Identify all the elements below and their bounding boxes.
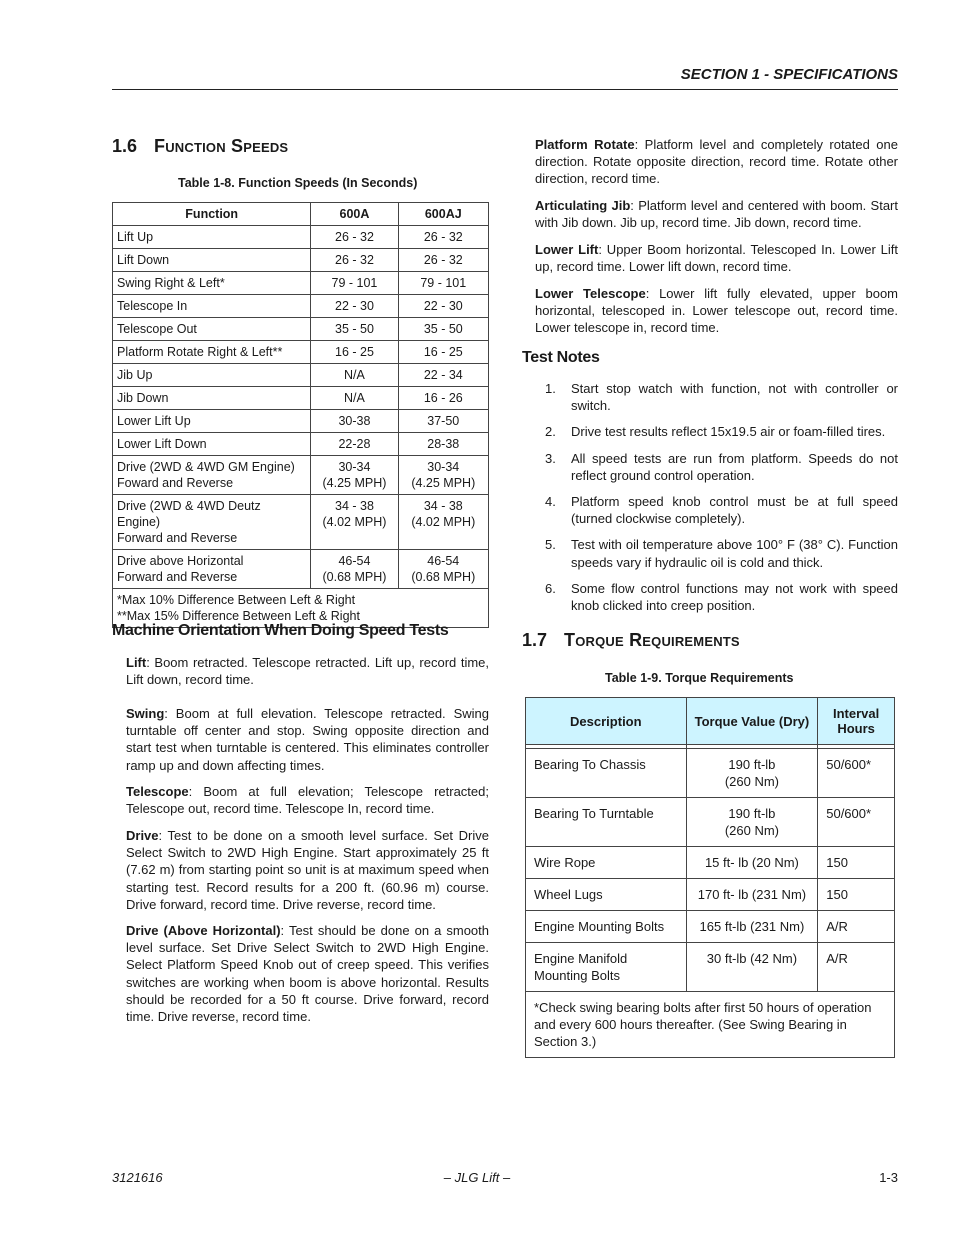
- footer-doc-number: 3121616: [112, 1170, 163, 1185]
- orientation-label: Lower Telescope: [535, 286, 646, 301]
- orientation-text: : Test to be done on a smooth level surface. Set Drive Select Switch to 2WD High Engine. Start approximately 25 ft (7.62 m) from starting point so unit is at maximum speed when starting test. Record results for a 200 ft. (60.96 m) course. Drive forward, record time. Drive reverse, record time.: [126, 828, 489, 912]
- orientation-label: Drive: [126, 828, 159, 843]
- table-row: [526, 911, 895, 943]
- speed-cell: 16 - 26: [398, 387, 488, 410]
- function-cell: Jib Up: [113, 364, 311, 387]
- speed-cell: 35 - 50: [311, 318, 398, 341]
- speed-cell: 26 - 32: [311, 249, 398, 272]
- list-item: [545, 580, 898, 614]
- torque-requirements-table: [525, 697, 895, 1058]
- orientation-platform-rotate: [535, 136, 898, 188]
- list-item: [545, 536, 898, 570]
- list-text: Platform speed knob control must be at full speed (turned clockwise completely).: [571, 494, 898, 527]
- table-notes: *Max 10% Difference Between Left & Right **Max 15% Difference Between Left & Right: [113, 589, 489, 628]
- table-row: [113, 272, 489, 295]
- list-number: 1.: [545, 381, 556, 396]
- table-notes-row: [526, 992, 895, 1058]
- torque-cell: 190 ft-lb (260 Nm): [686, 749, 818, 798]
- table-row: [113, 456, 489, 495]
- orientation-text: : Lower lift fully elevated, upper boom horizontal, telescoped in. Lower telescope out, record time. Lower telescope in, record time.: [535, 286, 899, 336]
- function-cell: Telescope In: [113, 295, 311, 318]
- table-row: [113, 341, 489, 364]
- function-speeds-table: [112, 202, 489, 628]
- section-title: Function Speeds: [154, 136, 289, 156]
- table-row: [113, 226, 489, 249]
- orientation-drive: [126, 827, 489, 913]
- orientation-text: : Platform level and completely rotated one direction. Rotate opposite direction, record time. Rotate other direction, record time.: [535, 137, 898, 187]
- interval-cell: 50/600*: [818, 749, 895, 798]
- speed-cell: 30-34 (4.25 MPH): [311, 456, 398, 495]
- function-cell: Lift Up: [113, 226, 311, 249]
- speed-cell: 79 - 101: [398, 272, 488, 295]
- orientation-text: : Platform level and centered with boom. Start with Jib down. Jib up, record time. Jib down, record time.: [535, 198, 899, 231]
- orientation-text: : Test should be done on a smooth level surface. Set Drive Select Switch to 2WD High Engine. Select Platform Speed Knob out of creep speed. This verifies switches are working when boom is above horizontal. Results should be recorded for a 50 ft course. Drive forward, record time. Drive reverse, record time.: [126, 923, 489, 1025]
- orientation-lower-telescope: [535, 285, 898, 337]
- orientation-label: Articulating Jib: [535, 198, 631, 213]
- function-cell: Lift Down: [113, 249, 311, 272]
- speed-cell: 26 - 32: [398, 249, 488, 272]
- speed-cell: 34 - 38 (4.02 MPH): [398, 495, 488, 550]
- orientation-label: Swing: [126, 706, 165, 721]
- orientation-text: : Upper Boom horizontal. Telescoped In. Lower Lift up, record time. Lower lift down, record time.: [535, 242, 898, 275]
- orientation-label: Telescope: [126, 784, 189, 799]
- description-cell: Bearing To Turntable: [526, 798, 687, 847]
- section-1-7-heading: [522, 630, 740, 651]
- table-header-row: [526, 698, 895, 745]
- description-cell: Wheel Lugs: [526, 879, 687, 911]
- speed-cell: 28-38: [398, 433, 488, 456]
- speed-cell: 22 - 30: [311, 295, 398, 318]
- interval-cell: A/R: [818, 943, 895, 992]
- function-cell: Lower Lift Up: [113, 410, 311, 433]
- speed-cell: 46-54 (0.68 MPH): [398, 550, 488, 589]
- orientation-swing: [126, 705, 489, 774]
- speed-cell: 46-54 (0.68 MPH): [311, 550, 398, 589]
- list-text: All speed tests are run from platform. Speeds do not reflect ground control operation.: [571, 450, 898, 483]
- torque-cell: 190 ft-lb (260 Nm): [686, 798, 818, 847]
- description-cell: Engine Mounting Bolts: [526, 911, 687, 943]
- interval-cell: A/R: [818, 911, 895, 943]
- machine-orientation-heading: Machine Orientation When Doing Speed Tests: [112, 622, 449, 639]
- table-row: [526, 847, 895, 879]
- footer-center: – JLG Lift –: [443, 1170, 511, 1185]
- speed-cell: 35 - 50: [398, 318, 488, 341]
- function-cell: Swing Right & Left*: [113, 272, 311, 295]
- function-cell: Telescope Out: [113, 318, 311, 341]
- table-row: [526, 943, 895, 992]
- test-notes-heading: Test Notes: [522, 349, 600, 366]
- function-cell: Lower Lift Down: [113, 433, 311, 456]
- speed-cell: 34 - 38 (4.02 MPH): [311, 495, 398, 550]
- test-notes-list: [545, 380, 898, 623]
- table-note: *Check swing bearing bolts after first 50 hours of operation and every 600 hours thereafter. (See Swing Bearing in Section 3.): [526, 992, 895, 1058]
- speed-cell: 30-38: [311, 410, 398, 433]
- table-row: [113, 364, 489, 387]
- torque-cell: 15 ft- lb (20 Nm): [686, 847, 818, 879]
- list-text: Test with oil temperature above 100° F (38° C). Function speeds vary if hydraulic oil is cold and thick.: [571, 537, 898, 570]
- speed-cell: 16 - 25: [311, 341, 398, 364]
- orientation-lift: [126, 654, 489, 688]
- section-1-6-heading: [112, 136, 288, 157]
- list-text: Start stop watch with function, not with controller or switch.: [571, 381, 898, 414]
- table-1-9-caption: Table 1-9. Torque Requirements: [605, 671, 794, 685]
- section-number: 1.6: [112, 136, 138, 156]
- description-cell: Wire Rope: [526, 847, 687, 879]
- speed-cell: 79 - 101: [311, 272, 398, 295]
- column-header: Function: [113, 203, 311, 226]
- table-row: [526, 749, 895, 798]
- column-header: Description: [526, 698, 687, 745]
- column-header: Torque Value (Dry): [686, 698, 818, 745]
- list-number: 2.: [545, 424, 556, 440]
- table-row: [113, 249, 489, 272]
- orientation-text: : Boom at full elevation. Telescope retracted. Swing turntable off center and stop. Swing opposite direction and start test when turntable is centered. This eliminates controller ramp up and down affecting times.: [126, 706, 489, 773]
- speed-cell: 26 - 32: [398, 226, 488, 249]
- list-number: 6.: [545, 580, 556, 596]
- column-header: Interval Hours: [818, 698, 895, 745]
- speed-cell: 16 - 25: [398, 341, 488, 364]
- column-header: 600A: [311, 203, 398, 226]
- table-1-8-caption: Table 1-8. Function Speeds (In Seconds): [178, 176, 418, 190]
- speed-cell: 26 - 32: [311, 226, 398, 249]
- speed-cell: 22-28: [311, 433, 398, 456]
- orientation-label: Platform Rotate: [535, 137, 635, 152]
- orientation-label: Lower Lift: [535, 242, 599, 257]
- orientation-drive-above-horizontal: [126, 922, 489, 1025]
- table-header-row: [113, 203, 489, 226]
- list-number: 5.: [545, 537, 556, 553]
- orientation-label: Drive (Above Horizontal): [126, 923, 281, 938]
- orientation-text: : Boom at full elevation; Telescope retracted; Telescope out, record time. Telescope In, record time.: [126, 784, 489, 817]
- table-row: [113, 495, 489, 550]
- table-row: [113, 387, 489, 410]
- list-text: Some flow control functions may not work with speed knob clicked into creep position.: [571, 580, 898, 614]
- section-header-title: SECTION 1 - SPECIFICATIONS: [680, 66, 898, 83]
- orientation-telescope: [126, 783, 489, 817]
- list-item: [545, 423, 898, 440]
- table-row: [526, 879, 895, 911]
- description-cell: Bearing To Chassis: [526, 749, 687, 798]
- description-cell: Engine Manifold Mounting Bolts: [526, 943, 687, 992]
- orientation-text: : Boom retracted. Telescope retracted. Lift up, record time, Lift down, record time.: [126, 655, 489, 688]
- table-row: [526, 798, 895, 847]
- interval-cell: 150: [818, 847, 895, 879]
- interval-cell: 50/600*: [818, 798, 895, 847]
- function-cell: Drive (2WD & 4WD GM Engine) Foward and Reverse: [113, 456, 311, 495]
- footer-page-number: 1-3: [879, 1170, 898, 1185]
- list-text: Drive test results reflect 15x19.5 air or foam-filled tires.: [571, 424, 886, 440]
- table-row: [113, 433, 489, 456]
- speed-cell: 22 - 34: [398, 364, 488, 387]
- list-item: [545, 493, 898, 527]
- speed-cell: 37-50: [398, 410, 488, 433]
- orientation-lower-lift: [535, 241, 898, 275]
- list-number: 4.: [545, 494, 556, 510]
- torque-cell: 30 ft-lb (42 Nm): [686, 943, 818, 992]
- function-cell: Jib Down: [113, 387, 311, 410]
- column-header: 600AJ: [398, 203, 488, 226]
- torque-cell: 165 ft-lb (231 Nm): [686, 911, 818, 943]
- table-row: [113, 550, 489, 589]
- header-divider: [112, 89, 898, 90]
- speed-cell: 22 - 30: [398, 295, 488, 318]
- section-number: 1.7: [522, 630, 548, 650]
- interval-cell: 150: [818, 879, 895, 911]
- function-cell: Drive above Horizontal Forward and Reverse: [113, 550, 311, 589]
- speed-cell: 30-34 (4.25 MPH): [398, 456, 488, 495]
- table-row: [113, 410, 489, 433]
- function-cell: Drive (2WD & 4WD Deutz Engine) Forward and Reverse: [113, 495, 311, 550]
- section-title: Torque Requirements: [564, 630, 740, 650]
- list-number: 3.: [545, 450, 556, 466]
- speed-cell: N/A: [311, 387, 398, 410]
- table-row: [113, 295, 489, 318]
- orientation-label: Lift: [126, 655, 147, 670]
- orientation-articulating-jib: [535, 197, 898, 231]
- list-item: [545, 450, 898, 484]
- function-cell: Platform Rotate Right & Left**: [113, 341, 311, 364]
- list-item: [545, 380, 898, 414]
- table-row: [113, 318, 489, 341]
- torque-cell: 170 ft- lb (231 Nm): [686, 879, 818, 911]
- speed-cell: N/A: [311, 364, 398, 387]
